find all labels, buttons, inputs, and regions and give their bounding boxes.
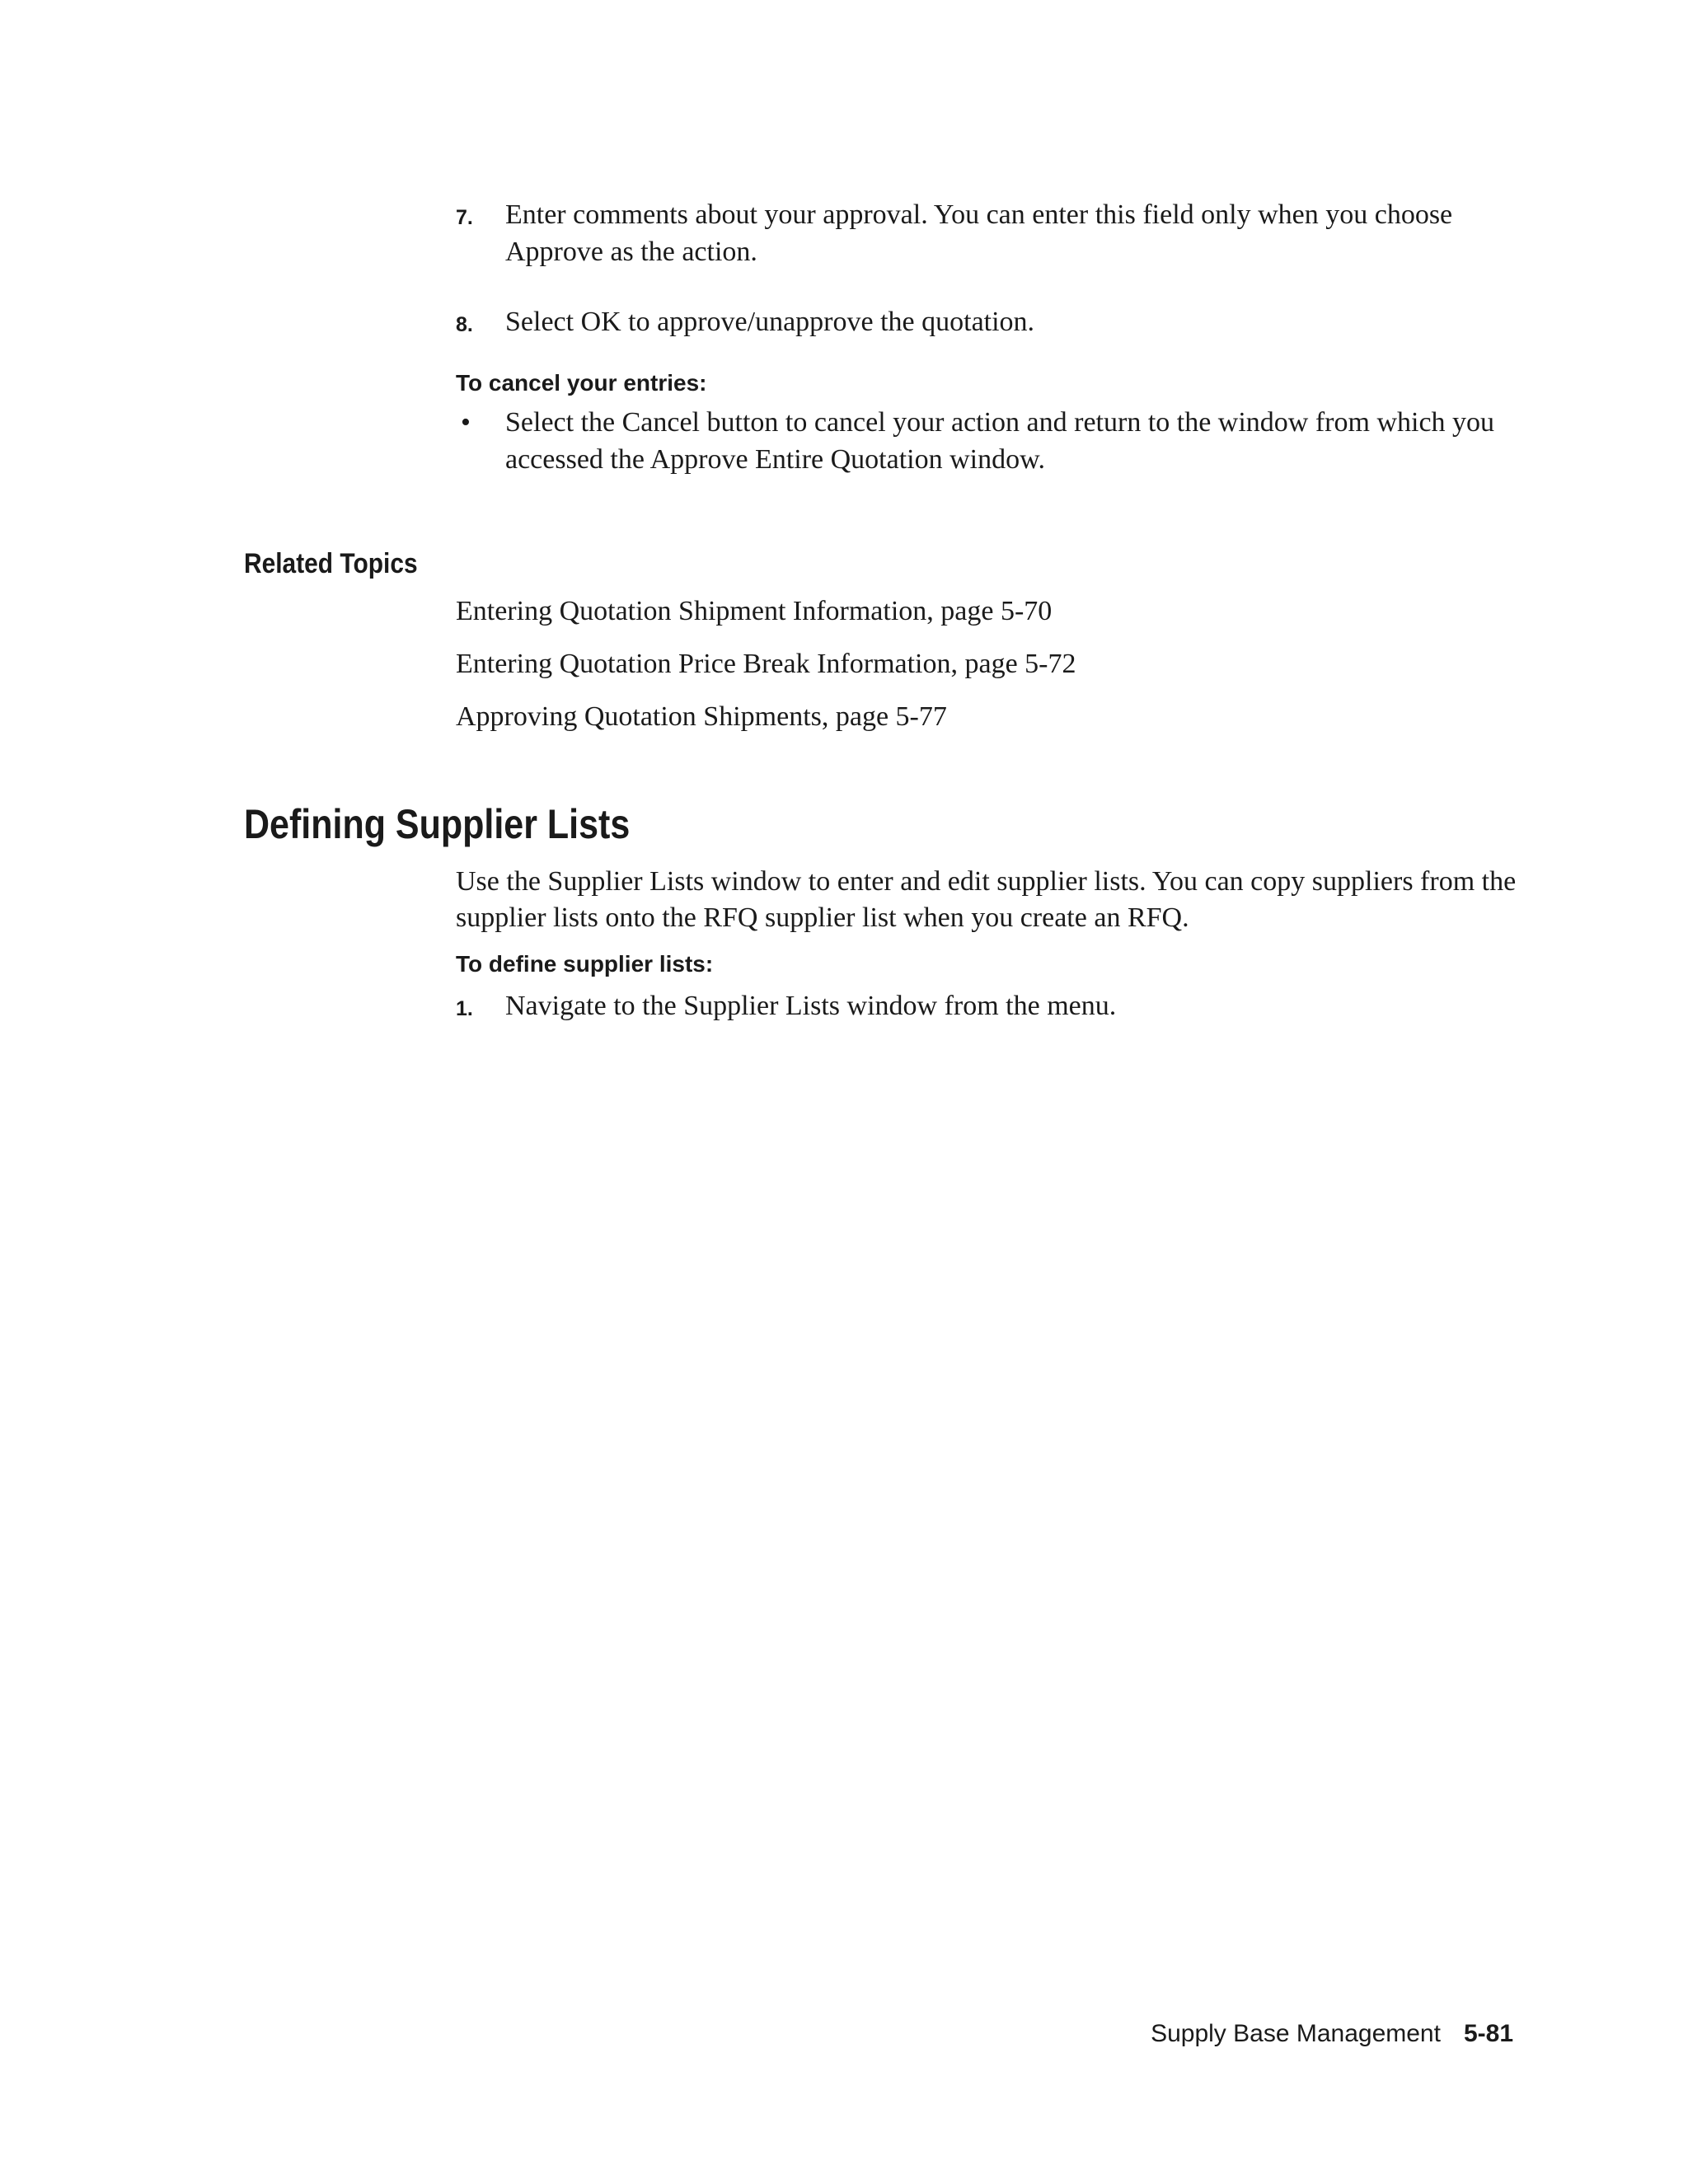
bullet-text: Select the Cancel button to cancel your action and return to the window from which you accessed the Approve Entire Quotation window. <box>505 407 1495 475</box>
step-number: 8. <box>456 313 473 336</box>
section-heading: Defining Supplier Lists <box>244 801 631 847</box>
related-topic-link[interactable]: Entering Quotation Price Break Information, page 5-72 <box>456 649 1076 679</box>
page-number: 5-81 <box>1463 2020 1513 2047</box>
related-topic-link[interactable]: Entering Quotation Shipment Information, page 5-70 <box>456 596 1053 626</box>
step-text: Navigate to the Supplier Lists window from the menu. <box>505 991 1117 1021</box>
intro-paragraph: Use the Supplier Lists window to enter and edit supplier lists. You can copy suppliers from the supplier lists onto the RFQ supplier list when you create an RFQ. <box>456 866 1517 933</box>
related-topics-heading: Related Topics <box>244 548 418 579</box>
cancel-subheading: To cancel your entries: <box>456 370 707 396</box>
related-topic-link[interactable]: Approving Quotation Shipments, page 5-77 <box>456 701 947 732</box>
footer-section-title: Supply Base Management <box>1151 2020 1441 2047</box>
define-subheading: To define supplier lists: <box>456 951 714 977</box>
step-number: 1. <box>456 997 473 1020</box>
step-text: Enter comments about your approval. You can enter this field only when you choose Approve as the action. <box>505 199 1453 267</box>
step-text: Select OK to approve/unapprove the quotation. <box>505 307 1035 337</box>
bullet-marker: • <box>461 407 471 438</box>
step-number: 7. <box>456 206 473 229</box>
page-footer <box>1151 2019 1513 2049</box>
